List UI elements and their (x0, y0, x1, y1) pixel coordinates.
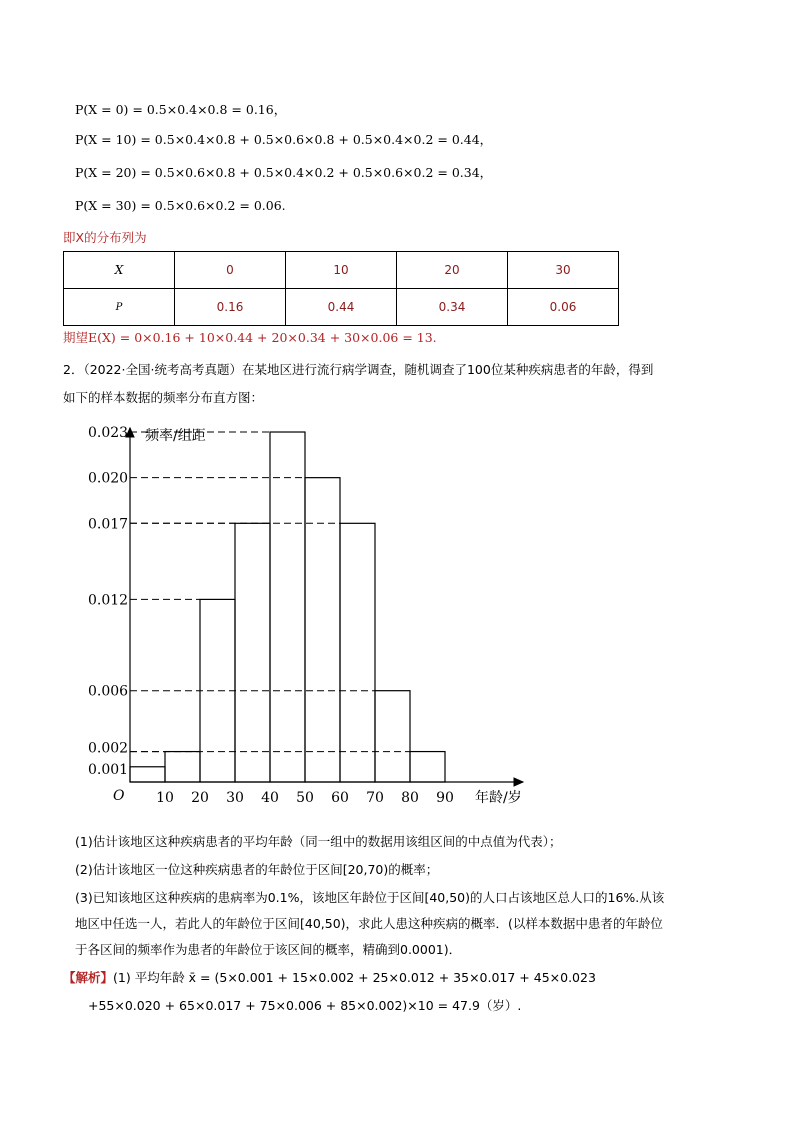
x-tick-label: 40 (261, 790, 279, 806)
question-1: (1)估计该地区这种疾病患者的平均年龄（同一组中的数据用该组区间的中点值为代表）； (75, 834, 562, 849)
table-cell: 20 (397, 252, 508, 289)
solution-text: (1) 平均年龄 x̄ = (5×0.001 + 15×0.002 + 25×0.012 + 35×0.017 + 45×0.023 (113, 970, 596, 985)
table-cell: 0.34 (397, 289, 508, 326)
table-cell: 10 (286, 252, 397, 289)
histogram-bar (340, 523, 375, 782)
x-tick-label: 80 (401, 790, 419, 806)
y-tick-label: 0.001 (88, 761, 129, 778)
expectation: 期望E(X) = 0×0.16 + 10×0.44 + 20×0.34 + 30×0.06 = 13. (63, 330, 437, 345)
y-tick-label: 0.017 (88, 516, 129, 533)
question-3-line2: 地区中任选一人，若此人的年龄位于区间[40,50)，求此人患这种疾病的概率．(以样本数据中患者的年龄位 (75, 916, 663, 931)
formula-p20: P(X = 20) = 0.5×0.6×0.8 + 0.5×0.4×0.2 + 0.5×0.6×0.2 = 0.34， (75, 165, 493, 180)
question-3-line3: 于各区间的频率作为患者的年龄位于该区间的概率，精确到0.0001)． (75, 942, 462, 957)
histogram-bar (375, 691, 410, 782)
x-tick-label: 90 (436, 790, 454, 806)
table-cell: 0.44 (286, 289, 397, 326)
y-axis-label: 频率/组距 (145, 428, 206, 444)
question-3-line1: (3)已知该地区这种疾病的患病率为0.1%，该地区年龄位于区间[40,50)的人口占该地区总人口的16%.从该 (75, 890, 665, 905)
table-cell: X (64, 252, 175, 289)
x-tick-label: 50 (296, 790, 314, 806)
x-tick-label: 20 (191, 790, 209, 806)
y-tick-label: 0.002 (88, 740, 129, 757)
solution-label: 【解析】 (63, 970, 114, 985)
question-2: (2)估计该地区一位这种疾病患者的年龄位于区间[20,70)的概率； (75, 862, 439, 877)
problem2-line1: 2．（2022·全国·统考高考真题）在某地区进行流行病学调查，随机调查了100位某种疾病患者的年龄，得到 (63, 362, 654, 377)
formula-p0: P(X = 0) = 0.5×0.4×0.8 = 0.16， (75, 102, 287, 117)
x-axis-label: 年龄/岁 (475, 790, 522, 806)
formula-p10: P(X = 10) = 0.5×0.4×0.8 + 0.5×0.6×0.8 + 0.5×0.4×0.2 = 0.44， (75, 132, 493, 147)
y-tick-label: 0.020 (88, 470, 129, 487)
problem2-line2: 如下的样本数据的频率分布直方图： (63, 390, 264, 405)
histogram-bar (235, 523, 270, 782)
table-cell: P (64, 289, 175, 326)
histogram-bar (410, 752, 445, 782)
distribution-intro: 即X的分布列为 (63, 230, 147, 245)
x-tick-label: 10 (156, 790, 174, 806)
y-tick-label: 0.006 (88, 683, 129, 700)
histogram-bar (270, 432, 305, 782)
formula-p30: P(X = 30) = 0.5×0.6×0.2 = 0.06. (75, 198, 286, 213)
histogram-bar (130, 767, 165, 782)
table-cell: 0.16 (175, 289, 286, 326)
y-tick-label: 0.012 (88, 592, 129, 609)
x-tick-label: 30 (226, 790, 244, 806)
table-cell: 0.06 (508, 289, 619, 326)
table-cell: 0 (175, 252, 286, 289)
x-tick-label: 60 (331, 790, 349, 806)
origin-label: O (113, 788, 125, 804)
histogram-bar (165, 752, 200, 782)
x-tick-label: 70 (366, 790, 384, 806)
solution-line1 (63, 968, 596, 986)
y-tick-label: 0.023 (88, 425, 129, 442)
table-cell: 30 (508, 252, 619, 289)
solution-line2: +55×0.020 + 65×0.017 + 75×0.006 + 85×0.002)×10 = 47.9（岁）. (88, 998, 522, 1013)
